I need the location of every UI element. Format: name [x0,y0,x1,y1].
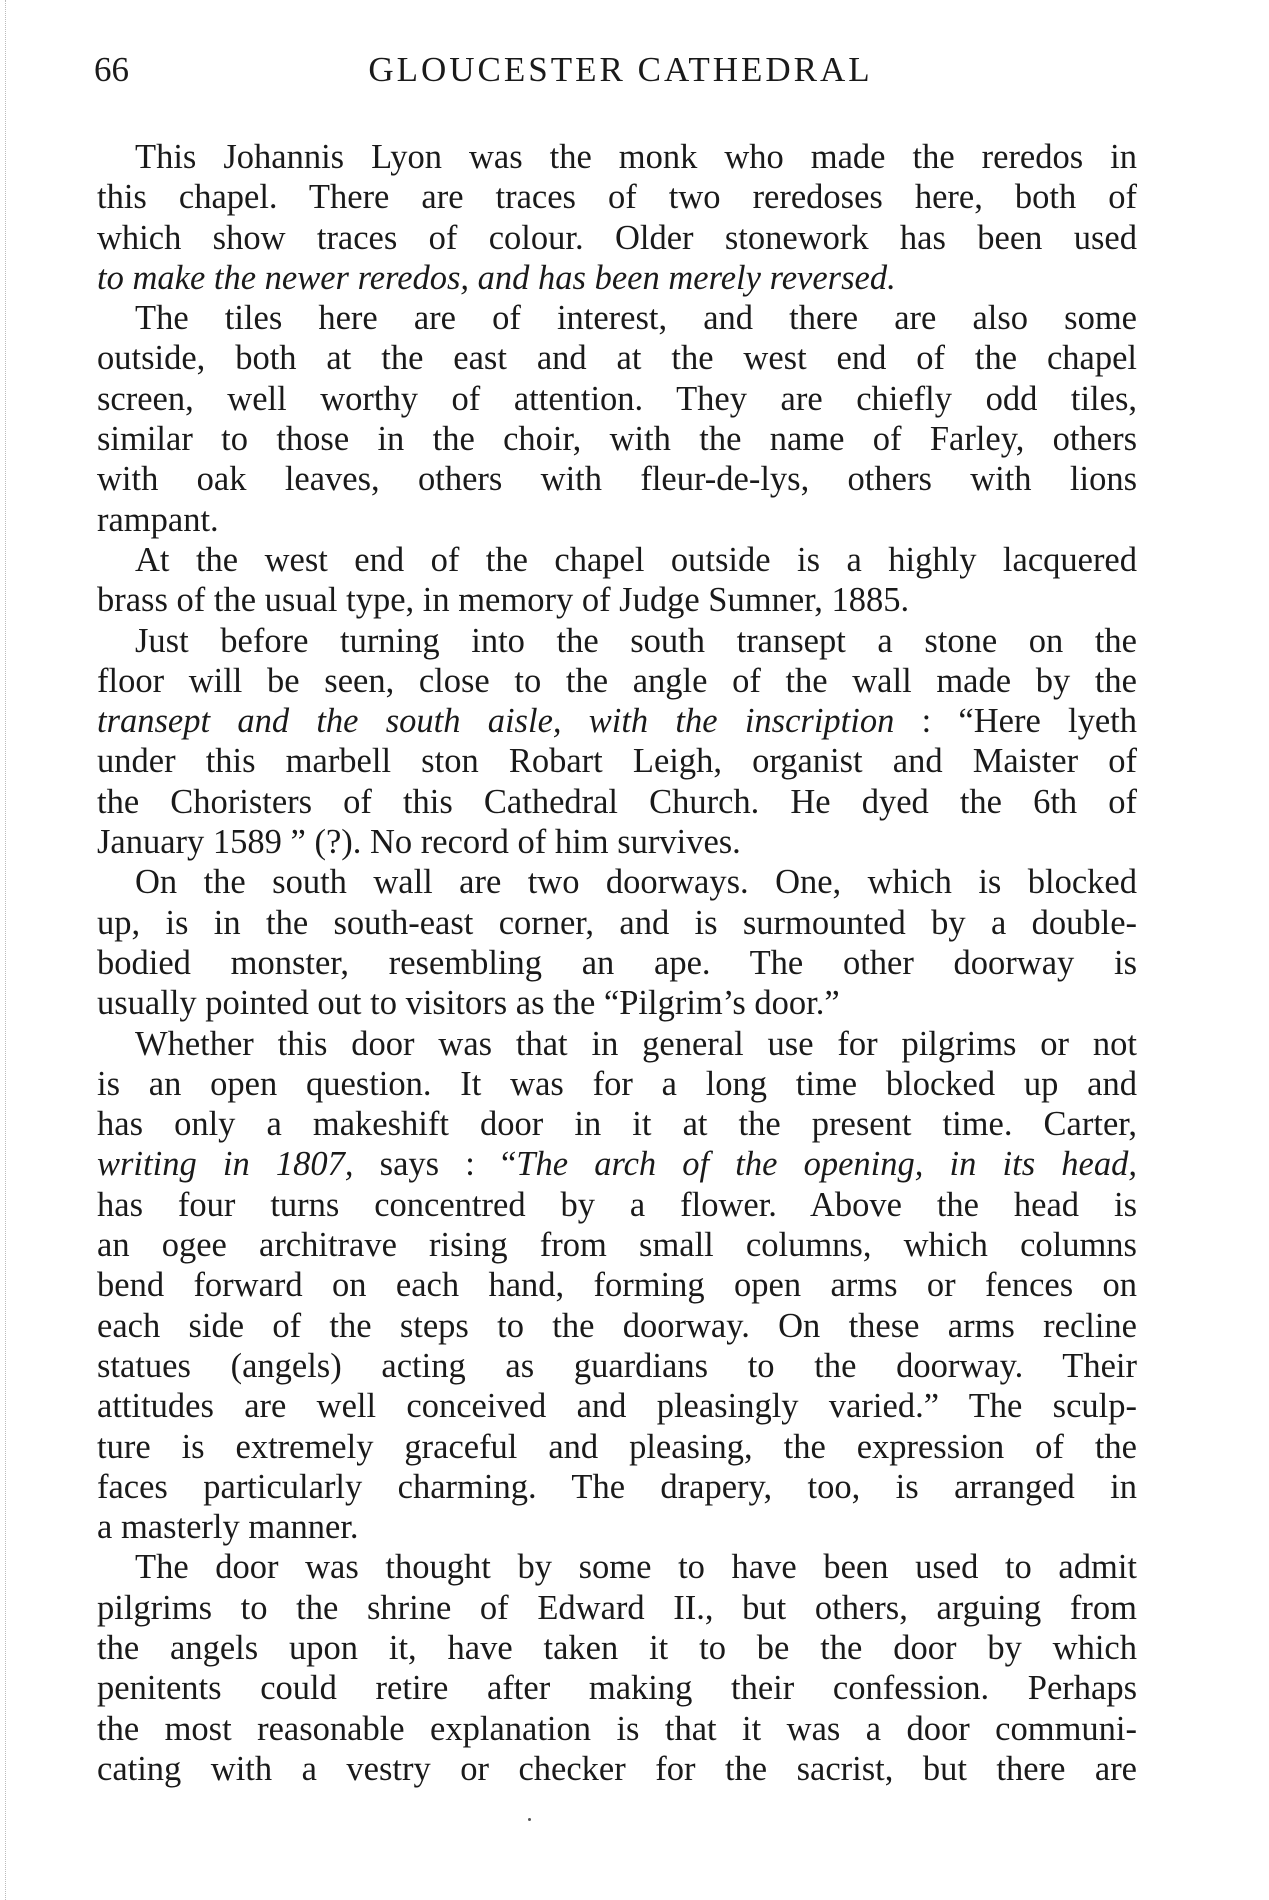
text-segment: ture is extremely graceful and pleasing, the expression of the [97,1427,1137,1466]
text-segment: which show traces of colour. Older stonework has been used [97,218,1137,257]
text-segment: screen, well worthy of attention. They are chiefly odd tiles, [97,379,1137,418]
text-segment: statues (angels) acting as guardians to the doorway. Their [97,1346,1137,1385]
text-line [97,1628,1137,1668]
text-segment: Just before turning into the south transept a stone on the [135,621,1137,660]
text-segment: pilgrims to the shrine of Edward II., but others, arguing from [97,1588,1137,1627]
text-segment: attitudes are well conceived and pleasingly varied.” The sculp- [97,1387,1137,1426]
text-segment: under this marbell ston Robart Leigh, organist and Maister of [97,742,1137,781]
text-line [97,1346,1137,1386]
text-line [97,1265,1137,1305]
text-segment: an ogee architrave rising from small columns, which columns [97,1226,1137,1265]
body-text [97,137,1137,1789]
text-line [97,1749,1137,1789]
text-line [97,741,1137,781]
text-segment: This Johannis Lyon was the monk who made the reredos in [135,138,1137,176]
text-line [97,1104,1137,1144]
text-line [97,1547,1137,1587]
text-line [97,459,1137,499]
text-segment: is an open question. It was for a long time blocked up and [97,1064,1137,1103]
text-line [97,1024,1137,1064]
text-line [97,419,1137,459]
text-line [97,782,1137,822]
text-segment: with oak leaves, others with fleur-de-lys, others with lions [97,460,1137,499]
text-segment: bend forward on each hand, forming open arms or fences on [97,1266,1137,1305]
text-line [97,1306,1137,1346]
text-line [97,379,1137,419]
text-segment: each side of the steps to the doorway. On these arms recline [97,1306,1137,1345]
text-segment: bodied monster, resembling an ape. The other doorway is [97,943,1137,982]
text-line [97,1386,1137,1426]
text-segment: has only a makeshift door in it at the present time. Carter, [97,1105,1137,1144]
text-line [97,983,1137,1023]
text-line [97,1668,1137,1708]
text-line [97,218,1137,258]
text-line [97,500,1137,540]
text-line [97,1185,1137,1225]
text-line [97,580,1137,620]
text-line [97,903,1137,943]
text-line [97,540,1137,580]
text-segment: Whether this door was that in general use for pilgrims or not [135,1024,1137,1063]
text-line [97,1588,1137,1628]
text-segment: brass of the usual type, in memory of Judge Sumner, 1885. [97,581,910,620]
text-line [97,177,1137,217]
text-line [97,258,1137,298]
text-line [97,1709,1137,1749]
text-line [97,661,1137,701]
text-segment: The tiles here are of interest, and there are also some [135,299,1137,338]
text-line [97,1064,1137,1104]
text-line [97,1427,1137,1467]
text-segment: this chapel. There are traces of two reredoses here, both of [97,178,1137,217]
text-segment: floor will be seen, close to the angle of the wall made by the [97,661,1137,700]
text-segment: penitents could retire after making their confession. Perhaps [97,1669,1137,1708]
text-segment: January 1589 ” (?). No record of him survives. [97,823,741,862]
text-line [97,338,1137,378]
text-segment: On the south wall are two doorways. One, which is blocked [135,863,1137,902]
text-line [97,1144,1137,1184]
text-segment: says : “ [353,1145,517,1184]
text-segment: a masterly manner. [97,1508,359,1547]
page-number: 66 [94,50,129,89]
text-segment: faces particularly charming. The drapery, too, is arranged in [97,1467,1137,1506]
page-edge-dotted-line [5,0,6,1900]
text-line [97,1467,1137,1507]
page-header [94,50,1137,96]
text-segment: cating with a vestry or checker for the sacrist, but there are [97,1749,1137,1788]
italic-text-segment: The arch of the opening, in its head, [516,1145,1137,1184]
text-segment: up, is in the south-east corner, and is surmounted by a double- [97,903,1137,942]
text-segment: the most reasonable explanation is that it was a door communi- [97,1709,1137,1748]
text-segment: outside, both at the east and at the west end of the chapel [97,339,1137,378]
text-line [97,701,1137,741]
text-segment: has four turns concentred by a flower. Above the head is [97,1185,1137,1224]
italic-text-segment: writing in 1807, [97,1145,354,1184]
text-line [97,1507,1137,1547]
italic-text-segment: to make the newer reredos, and has been merely reversed. [97,258,896,297]
text-line [97,943,1137,983]
text-line [97,822,1137,862]
running-title: GLOUCESTER CATHEDRAL [368,50,873,89]
text-segment: : “Here lyeth [894,702,1137,741]
text-segment: the Choristers of this Cathedral Church. He dyed the 6th of [97,782,1137,821]
italic-text-segment: transept and the south aisle, with the inscription [97,702,895,741]
text-line [97,621,1137,661]
text-segment: rampant. [97,500,219,539]
text-segment: similar to those in the choir, with the name of Farley, others [97,420,1137,459]
text-segment: The door was thought by some to have been used to admit [135,1548,1137,1587]
text-line [97,137,1137,177]
text-line [97,298,1137,338]
text-segment: the angels upon it, have taken it to be the door by which [97,1628,1137,1667]
text-segment: usually pointed out to visitors as the “Pilgrim’s door.” [97,984,840,1023]
text-line [97,862,1137,902]
printer-mark-dot [528,1818,531,1821]
text-line [97,1225,1137,1265]
text-segment: At the west end of the chapel outside is a highly lacquered [135,540,1137,579]
